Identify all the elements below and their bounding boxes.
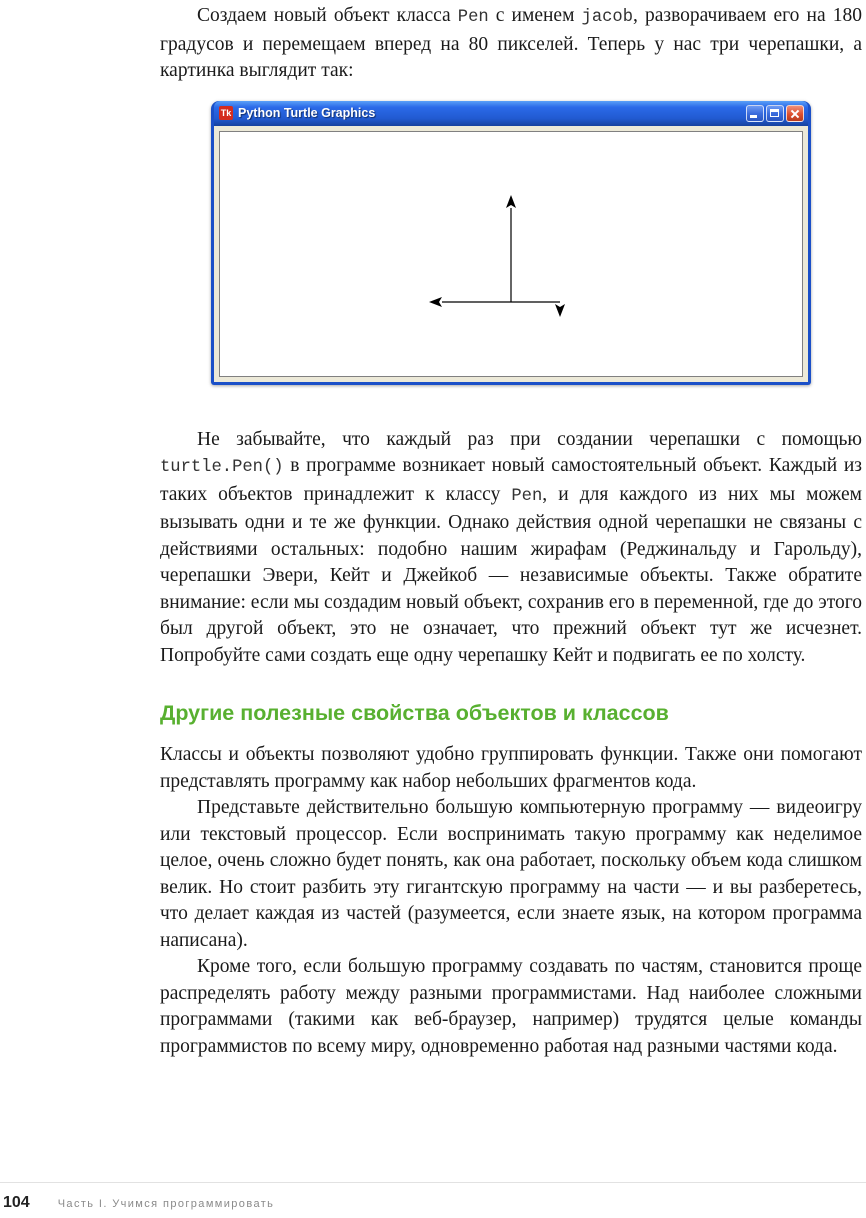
part-label: Часть I. Учимся программировать [57,1198,275,1210]
text-run: с именем [488,5,582,26]
text-run: , разворачиваем его на 180 градусов и перемещаем вперед на 80 пикселей. Теперь у нас три черепашки, а картинка выглядит так: [160,5,862,81]
page-footer [0,1182,866,1212]
close-button-icon[interactable] [786,105,804,122]
turtle-down-icon [555,304,565,317]
paragraph-big-program: Представьте действительно большую компьютерную программу — видеоигру или текстовый процессор. Если воспринимать такую программу как неделимое целое, очень сложно будет понять, как она работает, поскольку объем кода слишком велик. Но стоит разбить эту гигантскую программу на части — и вы разберетесь, что делает каждая из частей (разумеется, если знаете язык, на котором программа написана). [160,797,862,951]
turtle-up-icon [506,195,516,208]
window-controls [746,105,804,122]
paragraph-intro [160,3,862,85]
code-run-pen: Pen [511,486,543,506]
window-title: Python Turtle Graphics [238,106,376,120]
section-heading: Другие полезные свойства объектов и классов [160,701,669,725]
maximize-button-icon[interactable] [766,105,784,122]
paragraph-objects [160,427,862,670]
paragraph-teamwork: Кроме того, если большую программу создавать по частям, становится проще распределять работу между разными программистами. Над наиболее сложными программами (такими как веб-браузер, например) трудятся целые команды программистов по всему миру, одновременно работая над разными частями кода. [160,956,862,1057]
text-run: Создаем новый объект класса [197,5,458,26]
window-titlebar[interactable] [214,101,808,126]
code-run-jacob: jacob [581,8,634,27]
turtle-canvas [219,131,803,377]
turtle-left-icon [429,297,442,307]
turtle-drawing [220,132,802,376]
tk-icon: Tk [220,108,232,118]
text-run: в программе возникает новый самостоятельный объект. Каждый из таких объектов принадлежит к классу [160,455,862,505]
minimize-button-icon[interactable] [746,105,764,122]
paragraph-classes-group: Классы и объекты позволяют удобно группировать функции. Также они помогают представлять программу как набор небольших фрагментов кода. [160,744,862,792]
code-run-pen: Pen [457,8,489,27]
text-run: , и для каждого из них мы можем вызывать одни и те же функции. Однако действия одной черепашки не связаны с действиями остальных: подобно нашим жирафам (Реджинальду и Гарольду), черепашки Эвери, Кейт и Джейкоб — независимые объекты. Также обратите внимание: если мы создадим новый объект, сохранив его в переменной, где до этого был другой объект, это не означает, что прежний объект тут же исчезнет. Попробуйте сами создать еще одну черепашку Кейт и подвигать ее по холсту. [160,483,862,666]
window-client-area [214,126,808,382]
page-number: 104 [3,1194,30,1211]
screenshot-figure [211,101,811,385]
code-run-turtle-pen: turtle.Pen() [160,458,284,477]
turtle-graphics-window [211,101,811,385]
text-run: Не забывайте, что каждый раз при создании черепашки с помощью [197,428,862,450]
